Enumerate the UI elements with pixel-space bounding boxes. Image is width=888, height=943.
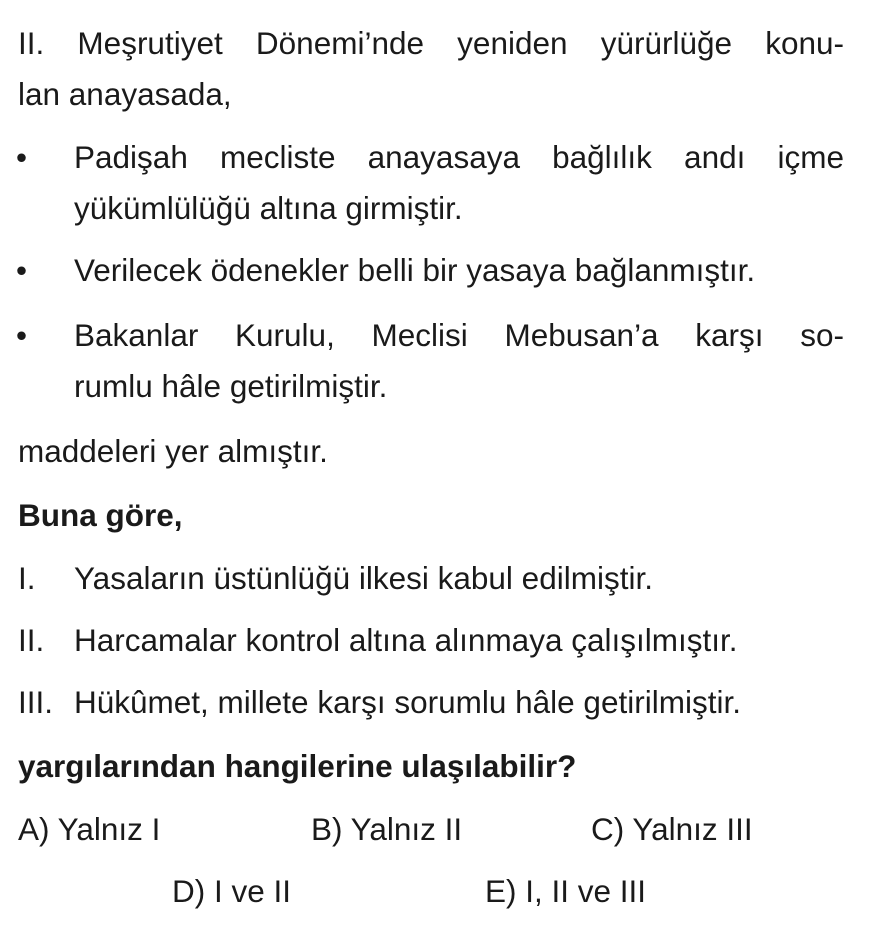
intro-line-2: lan anayasada, <box>18 76 232 112</box>
statement-number: I. <box>18 560 36 596</box>
option-d[interactable]: D) I ve II <box>172 873 292 909</box>
bullet-symbol: • <box>16 252 28 288</box>
option-c[interactable]: C) Yalnız III <box>591 811 753 847</box>
bullet-text: rumlu hâle getirilmiştir. <box>74 368 388 404</box>
intro-line-1: II. Meşrutiyet Dönemi’nde yeniden yürürlüğe konu- <box>18 25 844 61</box>
lead-text: Buna göre, <box>18 497 183 533</box>
statement-number: III. <box>18 684 54 720</box>
bullet-text: yükümlülüğü altına girmiştir. <box>74 190 463 226</box>
statement-number: II. <box>18 622 45 658</box>
statement-text: Harcamalar kontrol altına alınmaya çalışılmıştır. <box>74 622 738 658</box>
bullet-text: Bakanlar Kurulu, Meclisi Mebusan’a karşı so- <box>74 317 844 353</box>
closing-text: maddeleri yer almıştır. <box>18 433 328 469</box>
statement-text: Hükûmet, millete karşı sorumlu hâle getirilmiştir. <box>74 684 741 720</box>
statement-text: Yasaların üstünlüğü ilkesi kabul edilmiştir. <box>74 560 653 596</box>
option-b[interactable]: B) Yalnız II <box>311 811 463 847</box>
bullet-text: Padişah mecliste anayasaya bağlılık andı içme <box>74 139 844 175</box>
option-a[interactable]: A) Yalnız I <box>18 811 161 847</box>
bullet-text: Verilecek ödenekler belli bir yasaya bağlanmıştır. <box>74 252 756 288</box>
option-e[interactable]: E) I, II ve III <box>485 873 647 909</box>
question-text: yargılarından hangilerine ulaşılabilir? <box>18 748 577 784</box>
bullet-symbol: • <box>16 139 28 175</box>
bullet-symbol: • <box>16 317 28 353</box>
